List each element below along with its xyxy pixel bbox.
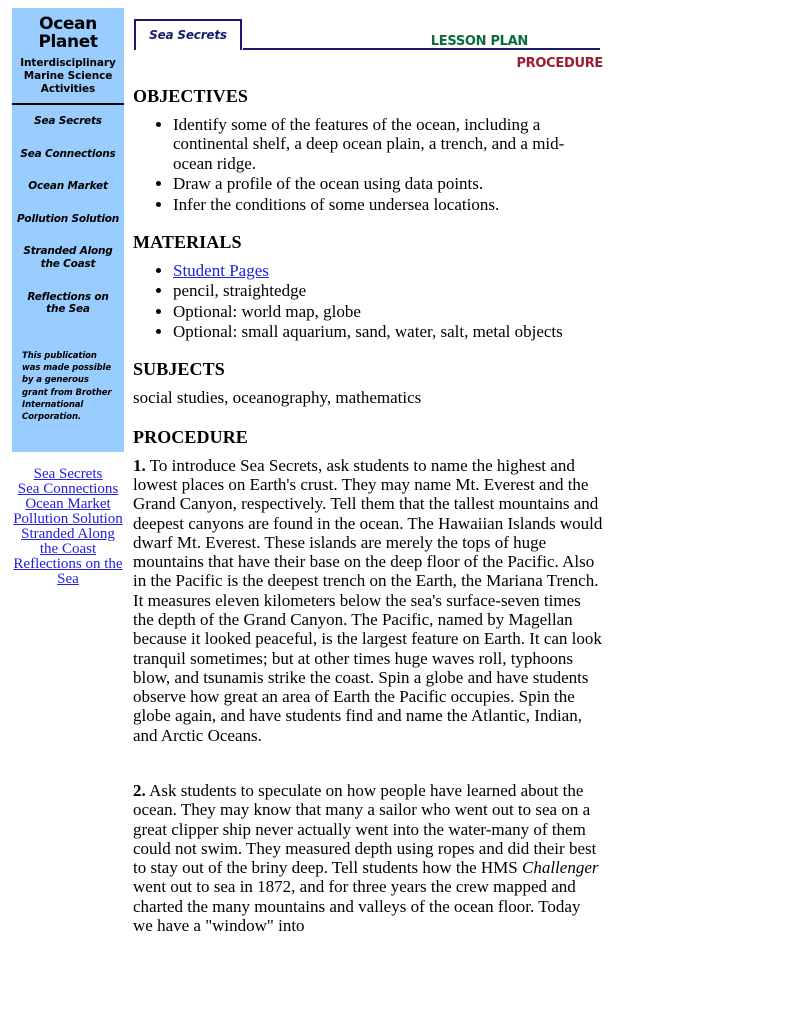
lesson-plan-label: LESSON PLAN (430, 34, 528, 49)
publication-credit: This publication was made possible by a generous grant from Brother International Corporation. (22, 350, 112, 423)
procedure-step-1 (133, 456, 603, 745)
sidebar (12, 8, 124, 587)
ship-name: Challenger (521, 858, 599, 878)
tab-sea-secrets[interactable] (134, 19, 242, 50)
list-item: • Optional: world map, globe (173, 302, 603, 321)
subjects-text: social studies, oceanography, mathematics (133, 388, 422, 408)
sidebar-item-ocean-market[interactable]: Ocean Market (28, 180, 108, 193)
text-link-sea-connections[interactable]: Sea Connections (17, 481, 119, 497)
tab-label: Sea Secrets (149, 28, 227, 42)
list-item: • Infer the conditions of some undersea locations. (173, 195, 603, 214)
text-link-reflections-on-the-sea[interactable]: Reflections on the Sea (13, 556, 123, 587)
text-link-stranded-along-the-coast[interactable]: Stranded Along the Coast (21, 526, 115, 557)
sidebar-item-sea-connections[interactable]: Sea Connections (20, 147, 116, 160)
procedure-heading: PROCEDURE (133, 426, 248, 447)
procedure-tag-label: PROCEDURE (516, 56, 603, 71)
sidebar-nav-panel (12, 8, 124, 452)
text-link-ocean-market[interactable]: Ocean Market (25, 496, 111, 512)
objectives-list (133, 115, 603, 214)
sidebar-item-sea-secrets[interactable]: Sea Secrets (34, 115, 102, 128)
list-item: • pencil, straightedge (173, 281, 603, 300)
step-text: Ask students to speculate on how people have learned about the ocean. They may know that many a sailor who went out to sea on a great clipper ship never actually went into the water-many of them could not swim. They measured depth using ropes and did their best to stay out of the briny deep. Tell students how the HMS (133, 780, 597, 878)
sidebar-text-link-list (12, 467, 124, 587)
sidebar-item-pollution-solution[interactable]: Pollution Solution (16, 212, 120, 225)
step-number: 1. (133, 455, 146, 475)
lesson-header (133, 10, 603, 72)
brand-subtitle: Interdisciplinary Marine Science Activities (20, 56, 116, 95)
brand-block (12, 8, 124, 105)
step-number: 2. (133, 780, 146, 800)
subjects-heading: SUBJECTS (133, 359, 225, 380)
procedure-step-2 (133, 781, 603, 935)
sidebar-item-reflections-on-the-sea[interactable]: Reflections on the Sea (27, 290, 109, 316)
list-item: • Draw a profile of the ocean using data points. (173, 174, 603, 193)
text-link-pollution-solution[interactable]: Pollution Solution (13, 511, 123, 527)
student-pages-link[interactable]: Student Pages (173, 260, 269, 280)
brand-title: Ocean Planet (38, 14, 98, 52)
list-item: • Optional: small aquarium, sand, water, salt, metal objects (173, 322, 603, 341)
step-text: To introduce Sea Secrets, ask students to name the highest and lowest places on Earth's crust. They may name Mt. Everest and the Grand Canyon, respectively. Tell them that the tallest mountains and deepest canyons are found in the ocean. The Hawaiian Islands would dwarf Mt. Everest. These islands are merely the tops of huge mountains that have their base on the deep floor of the Pacific. Also in the Pacific is the deepest trench on the Earth, the Mariana Trench. It measures eleven kilometers below the sea's surface-seven times the depth of the Grand Canyon. The Pacific, named by Magellan because it looked peaceful, is the largest feature on Earth. It can look tranquil sometimes; but at other times huge waves roll, typhoons blow, and tsunamis strike the coast. Spin a globe and have students observe how great an area of Earth the Pacific occupies. Spin the globe again, and have students find and name the Atlantic, Indian, and Arctic Oceans. (133, 455, 603, 745)
sidebar-nav-list (12, 105, 124, 316)
list-item-student-pages[interactable] (173, 261, 603, 280)
step-text-continued: went out to sea in 1872, and for three years the crew mapped and charted the many mountains and valleys of the ocean floor. Today we have a "window" into (133, 877, 581, 935)
list-item: • Identify some of the features of the ocean, including a continental shelf, a deep ocean plain, a trench, and a mid-ocean ridge. (173, 115, 603, 173)
materials-list (133, 261, 603, 342)
main-content (133, 10, 603, 935)
objectives-heading: OBJECTIVES (133, 86, 249, 106)
materials-heading: MATERIALS (133, 231, 242, 252)
text-link-sea-secrets[interactable]: Sea Secrets (33, 466, 103, 482)
sidebar-item-stranded-along-the-coast[interactable]: Stranded Along the Coast (23, 245, 113, 271)
